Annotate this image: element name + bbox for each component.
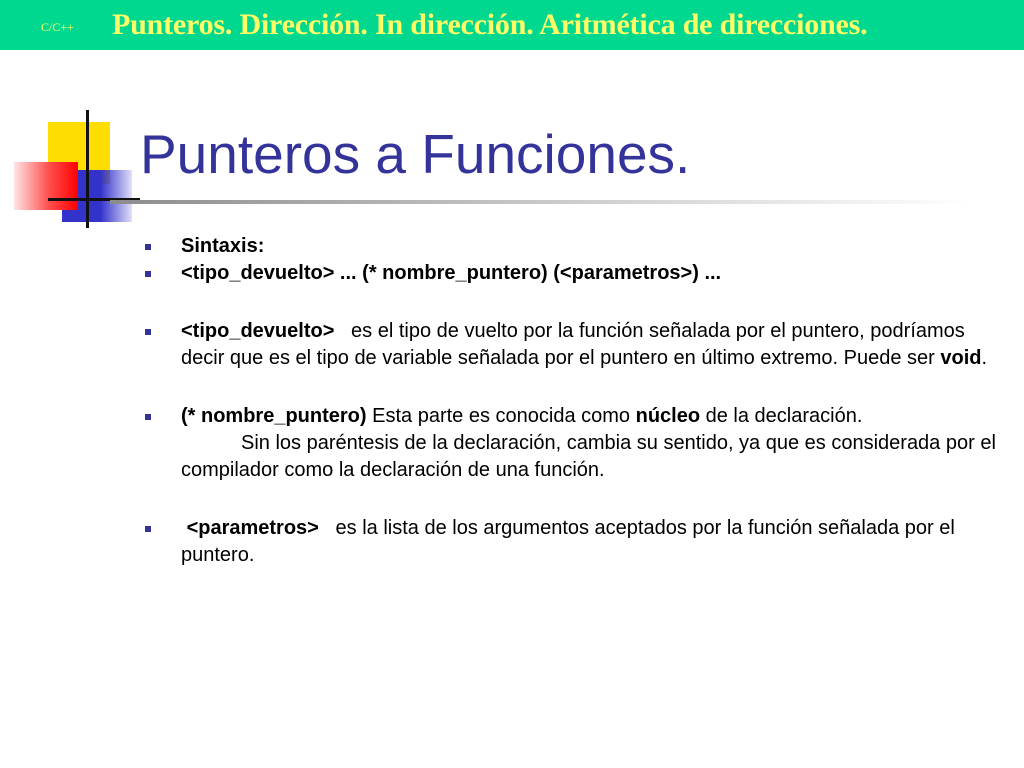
title-divider	[110, 200, 970, 204]
slide-title: Punteros a Funciones.	[140, 123, 691, 185]
list-item-parametros	[145, 515, 1005, 569]
bullet-icon	[145, 271, 151, 277]
nombre-text-a: Esta parte es conocida como	[372, 405, 631, 427]
syntax-line: <tipo_devuelto> ... (* nombre_puntero) (<parametros>) ...	[181, 262, 722, 284]
tipo-text: es el tipo de vuelto por la función señalada por el puntero, podríamos decir que es el tipo de variable señalada por el puntero en último extremo. Puede ser	[181, 320, 965, 369]
header-tag: C/C++	[41, 20, 74, 34]
tipo-term: <tipo_devuelto>	[181, 320, 335, 342]
bullet-icon	[145, 526, 151, 532]
list-item-syntax-label	[145, 233, 1005, 260]
bullet-icon	[145, 329, 151, 335]
parametros-text: es la lista de los argumentos aceptados por la función señalada por el puntero.	[181, 517, 955, 566]
tipo-keyword: void	[940, 347, 982, 369]
logo-red-square	[14, 162, 78, 210]
header-bar	[0, 0, 1024, 50]
nombre-term: (* nombre_puntero)	[181, 405, 367, 427]
syntax-label: Sintaxis:	[181, 235, 265, 257]
list-item-syntax-line	[145, 260, 1005, 287]
nombre-keyword: núcleo	[635, 405, 701, 427]
bullet-icon	[145, 244, 151, 250]
list-item-nombre-puntero	[145, 403, 1005, 484]
list-item-tipo-devuelto	[145, 318, 1005, 372]
nombre-text-b: de la declaración.	[705, 405, 863, 427]
slide-logo	[0, 100, 140, 240]
tipo-end: .	[981, 347, 988, 369]
bullet-icon	[145, 414, 151, 420]
parametros-term: <parametros>	[186, 517, 319, 539]
nombre-text-c: Sin los paréntesis de la declaración, cambia su sentido, ya que es considerada por el compilador como la declaración de una función.	[181, 432, 996, 481]
header-title: Punteros. Dirección. In dirección. Aritmética de direcciones.	[112, 8, 868, 41]
slide-content	[145, 233, 1005, 569]
logo-vertical-line	[86, 110, 89, 228]
